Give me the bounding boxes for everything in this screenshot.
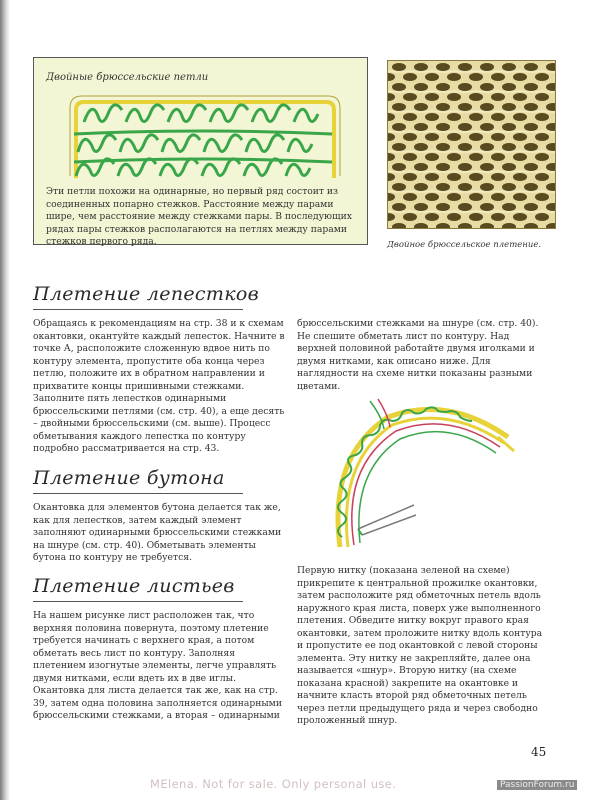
heading-leaves: Плетение листьев [33, 575, 235, 597]
page-binding-shadow [0, 0, 10, 800]
heading-bud: Плетение бутона [33, 467, 225, 489]
info-box-title: Двойные брюссельские петли [46, 72, 209, 83]
heading-petals: Плетение лепестков [33, 283, 259, 305]
petals-left-text: Обращаясь к рекомендациям на стр. 38 и к схемам окантовки, окантуйте каждый лепесток. Начните в точке А, расположите сложенную вдвое нить по контуру элемента, пропустите оба конца через петлю, положите их в обратном направлении и прихватите концы пришивными стежками. Заполните пять лепестков одинарными брюссельскими петлями (см. стр. 40), а еще десять – двойными брюссельскими (см. выше). Процесс обметывания каждого лепестка по контуру подробно рассматривается на стр. 43. [33, 318, 285, 454]
leaves-right-text: Первую нитку (показана зеленой на схеме) прикрепите к центральной прожилке окантовки, затем расположите ряд обметочных петель вдоль наружного края листа, поверх уже выполненного плетения. Обведите нитку вокруг правого края окантовки, затем проложите нитку вдоль контура и пропустите ее под окантовкой с левой стороны элемента. Эту нитку не закрепляйте, далее она называется «шнур». Вторую нитку (на схеме показана красной) закрепите на окантовке и начните класть второй ряд обметочных петель через петли предыдущего ряда и через свободно проложенный шнур. [297, 565, 543, 726]
petals-right-text: брюссельскими стежками на шнуре (см. стр. 40). Не спешите обметать лист по контуру. Над верхней половиной работайте двумя иголками и двумя нитками, как описано ниже. Для наглядности на схеме нитки показаны разными цветами. [297, 318, 539, 392]
watermark: MElena. Not for sale. Only personal use. [150, 777, 397, 791]
heading-leaves-rule [33, 601, 243, 602]
heading-bud-rule [33, 493, 243, 494]
double-brussels-lace-photo [387, 60, 556, 229]
bud-text: Окантовка для элементов бутона делается так же, как для лепестков, затем каждый элемент заполняют одинарными брюссельскими стежками на шнуре (см. стр. 40). Обметывать элементы бутона по контуру не требуется. [33, 502, 282, 563]
photo-caption: Двойное брюссельское плетение. [387, 240, 542, 250]
info-box-double-brussels [33, 57, 368, 245]
page-number: 45 [531, 745, 547, 759]
leaf-stitching-diagram [318, 397, 528, 557]
double-brussels-loops-diagram [64, 88, 344, 183]
heading-petals-rule [33, 309, 243, 310]
leaves-left-text: На нашем рисунке лист расположен так, что верхняя половина повернута, поэтому плетение требуется начинать с верхнего края, а потом обметать весь лист по контуру. Заполняя плетением изогнутые элементы, легче управлять двумя нитками, если вдеть их в две иглы. Окантовка для листа делается так же, как на стр. 39, затем одна половина заполняется одинарными брюссельскими стежками, а вторая – одинарными [33, 610, 282, 721]
info-box-text: Эти петли похожи на одинарные, но первый ряд состоит из соединенных попарно стежков. Расстояние между парами шире, чем расстояние между стежками пары. В последующих рядах пары стежков располагаются на петлях между парами стежков первого ряда. [46, 186, 352, 247]
site-watermark: PassionForum.ru [497, 780, 577, 790]
